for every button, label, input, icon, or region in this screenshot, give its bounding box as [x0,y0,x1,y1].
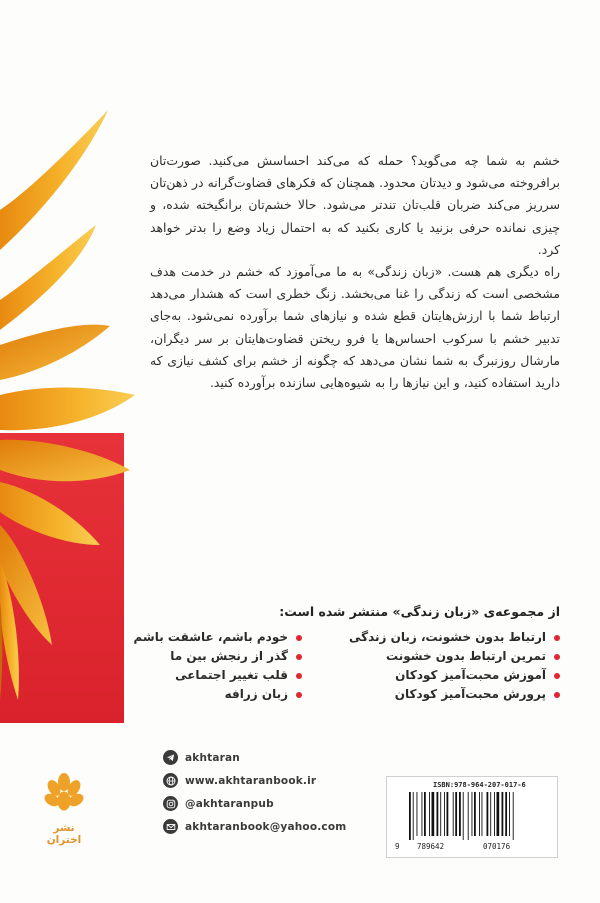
red-bullet-icon [296,673,302,679]
publisher-name: نشر اختران [46,822,82,846]
contact-text: akhtaran [185,751,240,764]
description-text [150,150,560,394]
email-icon [163,819,178,834]
contact-text: www.akhtaranbook.ir [185,774,317,787]
series-item: آموزش محبت‌آمیز کودکان [320,666,560,685]
series-item: خودم باشم، عاشقت باشم [152,628,302,647]
barcode-bar [459,792,461,836]
red-bullet-icon [554,692,560,698]
barcode-bar [472,792,473,836]
barcode-bar [437,792,439,836]
barcode-bar [455,792,457,836]
red-bullet-icon [296,635,302,641]
barcode-bar [440,792,441,836]
contact-telegram[interactable] [163,746,346,769]
series-item: گذر از رنجش بین ما [152,647,302,666]
contact-email[interactable] [163,815,346,838]
barcode-bar [463,792,464,840]
barcode-bar [417,792,418,836]
barcode-bar [494,792,495,836]
globe-icon [163,773,178,788]
publisher-emblem-icon [41,770,87,816]
contact-list [163,746,346,838]
series-item: تمرین ارتباط بدون خشونت [320,647,560,666]
barcode-number-left: 789642 [417,842,445,851]
red-bullet-icon [554,654,560,660]
series-list-right [320,628,560,704]
series-item: زبان زرافه [152,685,302,704]
barcode-number-prefix: 9 [395,842,400,851]
barcode-bar [429,792,430,836]
isbn-barcode [386,776,558,858]
barcode-bars [407,792,547,840]
barcode-bar [468,792,469,840]
description-paragraph-1: خشم به شما چه می‌گوید؟ حمله که می‌کند احساسش می‌کنید. صورت‌تان برافروخته می‌شود و دیدتان محدود. همچنان که فکرهای قضاوت‌گرانه در ذهن‌تان سرریز می‌کند ضربان قلب‌تان تندتر می‌شود. حالا خشم‌تان برانگیخته شده، و چیزی نمانده حرفی بزنید یا کاری بکنید که به احتمال زیاد وضع را بدتر خواهد کرد. [150,153,560,257]
instagram-icon [163,796,178,811]
publisher-logo [36,770,92,846]
series-item: پرورش محبت‌آمیز کودکان [320,685,560,704]
barcode-bar [479,792,480,836]
red-bullet-icon [554,673,560,679]
series-item: قلب تغییر اجتماعی [152,666,302,685]
contact-instagram[interactable] [163,792,346,815]
series-list-left [133,628,302,704]
flower-petals-illustration [0,0,140,740]
telegram-icon [163,750,178,765]
red-bullet-icon [296,692,302,698]
barcode-bar [497,792,500,836]
series-heading: از مجموعه‌ی «زبان زندگی» منتشر شده است: [279,604,560,619]
series-item: ارتباط بدون خشونت، زبان زندگی [320,628,560,647]
barcode-bar [424,792,426,836]
barcode-bar [422,792,423,836]
barcode-bar [487,792,489,836]
barcode-bar [502,792,504,836]
isbn-text: ISBN:978-964-207-017-6 [433,781,526,789]
barcode-bar [444,792,445,836]
barcode-bar [447,792,449,836]
barcode-bar [453,792,454,836]
barcode-bar [513,792,514,840]
red-bullet-icon [554,635,560,641]
barcode-bar [432,792,435,836]
contact-text: akhtaranbook@yahoo.com [185,820,347,833]
barcode-bar [474,792,476,836]
barcode-bar [490,792,491,836]
barcode-bar [413,792,414,840]
red-bullet-icon [296,654,302,660]
barcode-bar [509,792,510,836]
contact-website[interactable] [163,769,346,792]
description-paragraph-2: راه دیگری هم هست. «زبان زندگی» به ما می‌آموزد که خشم در خدمت هدف مشخصی است که زندگی را غنا می‌بخشد. زنگ خطری است که هشدار می‌دهد ارتباط شما با ارزش‌هایتان قطع شده و نیازهای شما برآورده نمی‌شود. به‌جای تدبیر خشم با سرکوب احساس‌ها یا فرو ریختن قضاوت‌هایتان بر سر دیگران، مارشال روزنبرگ به شما نشان می‌دهد که چگونه از خشم برای کشف نیازی که دارید استفاده کنید، و این نیازها را به شیوه‌هایی سازنده برآورده کنید. [150,264,560,391]
barcode-bar [409,792,411,840]
barcode-bar [482,792,483,836]
barcode-bar [505,792,507,836]
barcode-number-right: 070176 [483,842,511,851]
contact-text: @akhtaranpub [185,797,274,810]
